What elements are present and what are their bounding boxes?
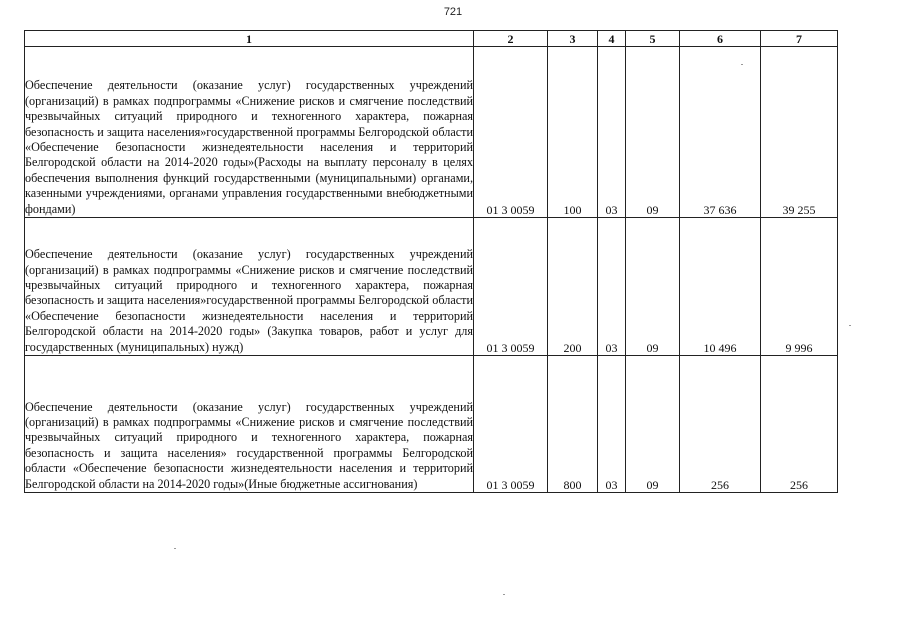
target-article-cell: 01 3 0059 — [474, 218, 548, 356]
amount-col-6-cell: 37 636 — [680, 47, 761, 218]
amount-col-6-cell: 10 496 — [680, 218, 761, 356]
amount-col-7-cell: 9 996 — [761, 218, 838, 356]
amount-col-7-cell: 256 — [761, 356, 838, 493]
expense-type-cell: 200 — [548, 218, 598, 356]
header-col-3: 3 — [548, 31, 598, 47]
row-description: Обеспечение деятельности (оказание услуг) государственных учреждений (организаций) в рамках подпрограммы «Снижение рисков и смягчение последствий чрезвычайных ситуаций природного и техногенного характера, пожарная безопасность и защита населения»государственной программы Белгородской области «Обеспечение безопасности жизнедеятельности населения и территорий Белгородской области на 2014-2020 годы» (Закупка товаров, работ и услуг для государственных (муниципальных) нужд) — [25, 218, 474, 356]
table-row — [25, 47, 838, 218]
scan-speck — [849, 325, 851, 326]
amount-col-7-cell: 39 255 — [761, 47, 838, 218]
budget-table — [24, 30, 838, 493]
subsection-cell: 09 — [626, 47, 680, 218]
page-number: 721 — [443, 6, 463, 18]
row-description: Обеспечение деятельности (оказание услуг) государственных учреждений (организаций) в рамках подпрограммы «Снижение рисков и смягчение последствий чрезвычайных ситуаций природного и техногенного характера, пожарная безопасность и защита населения»государственной программы Белгородской области «Обеспечение безопасности жизнедеятельности населения и территорий Белгородской области на 2014-2020 годы»(Расходы на выплату персоналу в целях обеспечения выполнения функций государственными (муниципальными) органами, казенными учреждениями, органами управления государственными внебюджетными фондами) — [25, 47, 474, 218]
table-row — [25, 218, 838, 356]
expense-type-cell: 100 — [548, 47, 598, 218]
header-col-5: 5 — [626, 31, 680, 47]
header-col-4: 4 — [598, 31, 626, 47]
subsection-cell: 09 — [626, 218, 680, 356]
expense-type-cell: 800 — [548, 356, 598, 493]
scan-speck — [741, 64, 743, 65]
header-col-7: 7 — [761, 31, 838, 47]
header-col-6: 6 — [680, 31, 761, 47]
scan-speck — [503, 594, 505, 595]
table-row — [25, 356, 838, 493]
amount-col-6-cell: 256 — [680, 356, 761, 493]
header-row — [25, 31, 838, 47]
section-cell: 03 — [598, 356, 626, 493]
target-article-cell: 01 3 0059 — [474, 356, 548, 493]
section-cell: 03 — [598, 218, 626, 356]
header-col-1: 1 — [25, 31, 474, 47]
scan-speck — [174, 548, 176, 549]
section-cell: 03 — [598, 47, 626, 218]
subsection-cell: 09 — [626, 356, 680, 493]
row-description: Обеспечение деятельности (оказание услуг) государственных учреждений (организаций) в рамках подпрограммы «Снижение рисков и смягчение последствий чрезвычайных ситуаций природного и техногенного характера, пожарная безопасность и защита населения» государственной программы Белгородской области «Обеспечение безопасности жизнедеятельности населения и территорий Белгородской области на 2014-2020 годы»(Иные бюджетные ассигнования) — [25, 356, 474, 493]
target-article-cell: 01 3 0059 — [474, 47, 548, 218]
header-col-2: 2 — [474, 31, 548, 47]
